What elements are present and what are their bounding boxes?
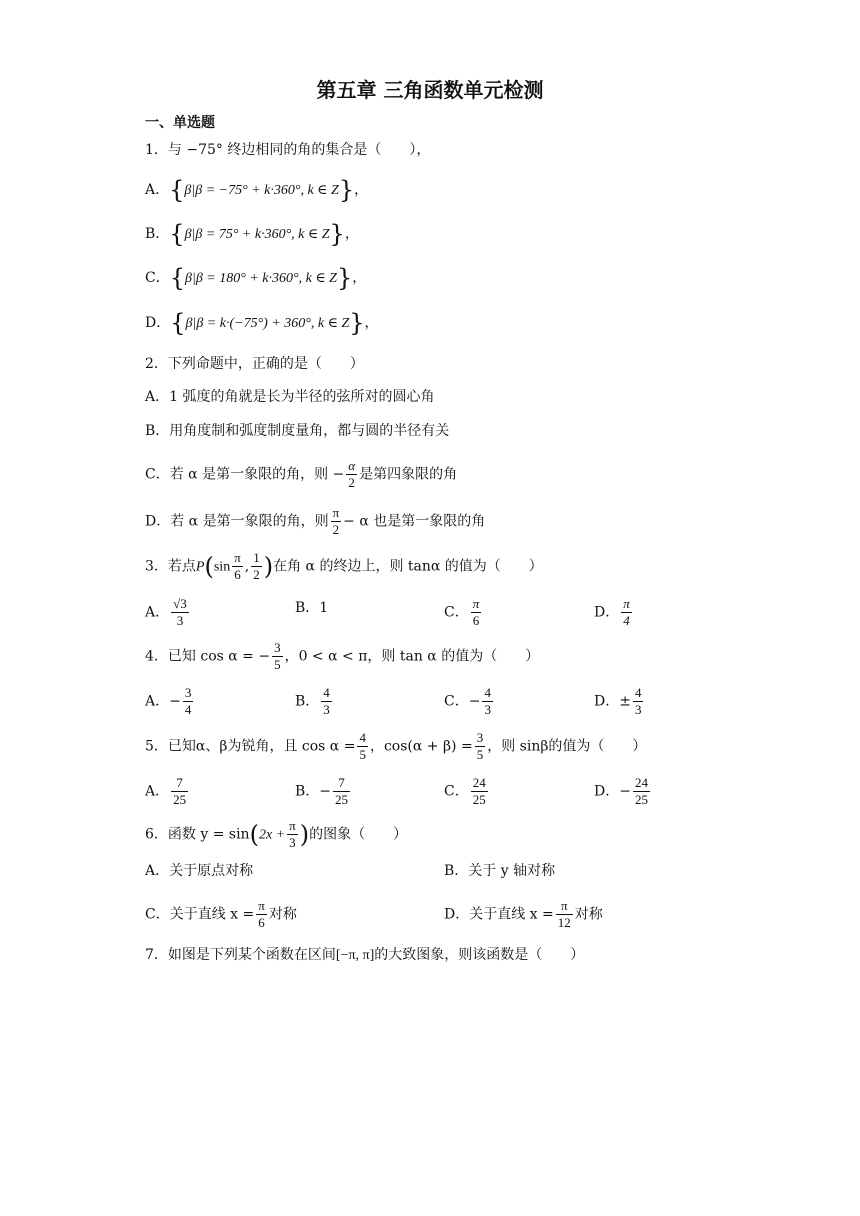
q4-stem: 4．已知 cos α = − $\frac{3}{5}$ ，0 < α < π，则 tan α 的值为（ ） [145, 640, 540, 672]
q1-c-expr: β|β = 180° + k·360°, k ∈ Z [185, 271, 337, 286]
q3-option-a[interactable]: A． $\frac{√3}{3}$ [145, 596, 187, 628]
q1-c-tail: ， [352, 270, 367, 286]
q3-stem-2: 在角 α 的终边上，则 tanα 的值为（ ） [273, 558, 543, 575]
q2-option-a[interactable]: A．1 弧度的角就是长为半径的弦所对的圆心角 [145, 389, 435, 405]
q1-option-d[interactable]: D．{β|β = k·(−75°) + 360°, k ∈ Z}， [145, 309, 379, 337]
q4-option-a[interactable]: A．− $\frac{3}{4}$ [145, 685, 192, 717]
q2-d-text: D．若 α 是第一象限的角，则 [145, 513, 329, 530]
q2-d-fraction: $\frac{\pi}{2}$ [332, 505, 340, 537]
q2-d-text-2: − α 也是第一象限的角 [343, 513, 486, 530]
q1-b-tail: ， [344, 226, 359, 242]
section-heading: 一、单选题 [145, 115, 215, 131]
q6-option-b[interactable]: B．关于 y 轴对称 [444, 863, 556, 879]
q3-option-d[interactable]: D． $\frac{\pi}{4}$ [594, 596, 630, 628]
q4-option-c[interactable]: C．− $\frac{4}{3}$ [444, 685, 491, 717]
q7-interval: [−π, π] [335, 948, 375, 963]
q3-stem: 3．若点P(sin $\frac{\pi}{6}$ , $\frac{1}{2}$ )在角 α 的终边上，则 tanα 的值为（ ） [145, 550, 543, 582]
q4-option-d[interactable]: D．± $\frac{4}{3}$ [594, 685, 642, 717]
q3-option-b[interactable]: B．1 [295, 600, 329, 616]
q2-option-d[interactable] [145, 505, 485, 538]
q3-sin: sin [213, 559, 231, 575]
q1-option-c[interactable]: C．{β|β = 180° + k·360°, k ∈ Z}， [145, 264, 367, 292]
q1-b-expr: β|β = 75° + k·360°, k ∈ Z [184, 227, 330, 242]
q7-stem: 7．如图是下列某个函数在区间[−π, π]的大致图象，则该函数是（ ） [145, 947, 585, 963]
q1-d-tail: ， [364, 315, 379, 331]
q2-c-fraction: $\frac{\alpha}{2}$ [348, 458, 356, 490]
q4-option-b[interactable]: B． $\frac{4}{3}$ [295, 685, 330, 717]
q5-option-b[interactable]: B．− $\frac{7}{25}$ [295, 775, 349, 807]
q2-option-c[interactable] [145, 458, 457, 491]
q1-stem: 1．与 −75° 终边相同的角的集合是（ ）， [145, 142, 431, 158]
page-title: 第五章 三角函数单元检测 [316, 78, 544, 102]
q6-option-d[interactable]: D．关于直线 x = $\frac{\pi}{12}$ 对称 [444, 898, 603, 930]
q1-option-b[interactable]: B．{β|β = 75° + k·360°, k ∈ Z}， [145, 220, 359, 248]
q1-a-expr: β|β = −75° + k·360°, k ∈ Z [184, 183, 339, 198]
q5-option-a[interactable]: A． $\frac{7}{25}$ [145, 775, 187, 807]
q1-b-label: B． [145, 226, 170, 242]
q1-d-expr: β|β = k·(−75°) + 360°, k ∈ Z [185, 316, 350, 331]
q1-option-a[interactable]: A．{β|β = −75° + k·360°, k ∈ Z}， [145, 176, 369, 204]
q3-frac-2: $\frac{1}{2}$ [253, 550, 260, 582]
q2-stem: 2．下列命题中，正确的是（ ） [145, 356, 364, 372]
q6-stem: 6．函数 y = sin(2x + $\frac{\pi}{3}$ )的图象（ ） [145, 818, 408, 850]
q2-option-b[interactable]: B．用角度制和弧度制度量角，都与圆的半径有关 [145, 423, 450, 439]
q1-a-tail: ， [354, 182, 369, 198]
q3-option-c[interactable]: C． $\frac{\pi}{6}$ [444, 596, 480, 628]
q5-option-d[interactable]: D．− $\frac{24}{25}$ [594, 775, 648, 807]
q2-c-text: C．若 α 是第一象限的角，则 − [145, 466, 345, 483]
q1-a-label: A． [145, 182, 170, 198]
q6-option-c[interactable]: C．关于直线 x = $\frac{\pi}{6}$ 对称 [145, 898, 297, 930]
q6-option-a[interactable]: A．关于原点对称 [145, 863, 254, 879]
q1-c-label: C． [145, 270, 170, 286]
q5-stem: 5．已知α、β为锐角，且 cos α = $\frac{4}{5}$ ，cos(α + β) = $\frac{3}{5}$ ，则 sinβ的值为（ ） [145, 730, 647, 762]
q2-c-text-2: 是第四象限的角 [359, 466, 458, 483]
q3-stem-1: 3．若点 [145, 558, 196, 575]
q3-point-p: P [195, 559, 205, 575]
q3-frac-1: $\frac{\pi}{6}$ [234, 550, 241, 582]
q5-option-c[interactable]: C． $\frac{24}{25}$ [444, 775, 486, 807]
q1-d-label: D． [145, 315, 171, 331]
